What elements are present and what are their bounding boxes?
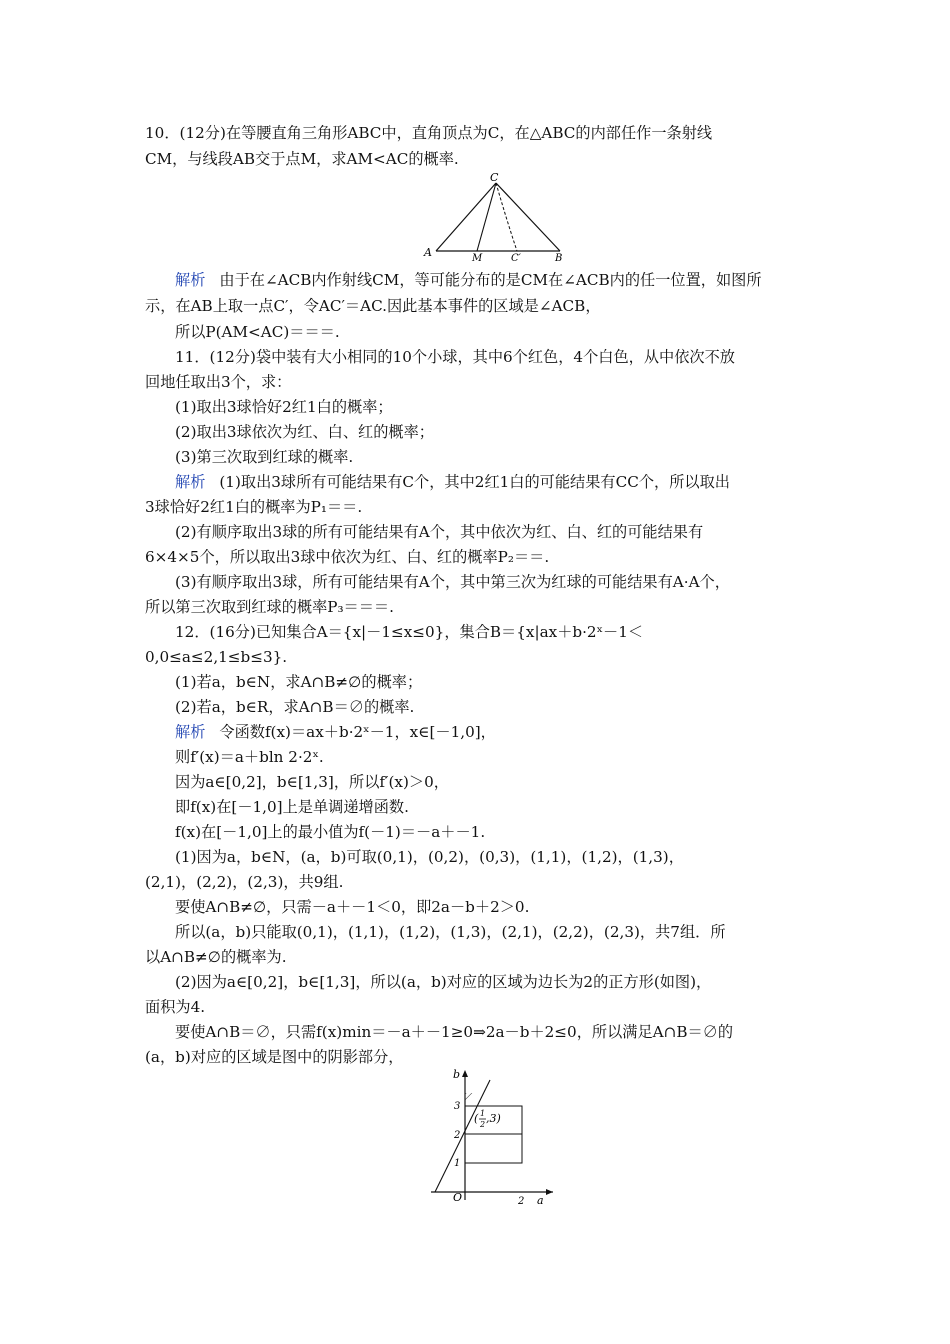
label-m: M (472, 253, 483, 264)
text-line: f(x)在[－1,0]上的最小值为f(－1)＝－a＋－1. (175, 823, 486, 841)
text-line: 要使A∩B≠∅，只需－a＋－1＜0，即2a－b＋2＞0. (175, 898, 530, 916)
text-line: (3)有顺序取出3球，所有可能结果有A个，其中第三次为红球的可能结果有A·A个， (175, 573, 730, 591)
text-line: 因为a∈[0,2]，b∈[1,3]，所以f′(x)＞0， (175, 773, 449, 791)
label-c: C (490, 171, 499, 184)
region-figure (425, 1066, 560, 1206)
text-line: 解析 由于在∠ACB内作射线CM，等可能分布的是CM在∠ACB内的任一位置，如图所 (175, 271, 762, 289)
text-line: 即f(x)在[－1,0]上是单调递增函数. (175, 798, 409, 816)
triangle-figure (420, 168, 580, 264)
label-a: A (424, 246, 432, 259)
text-line: 11．(12分)袋中装有大小相同的10个小球，其中6个红色，4个白色，从中依次不放 (175, 348, 735, 366)
text-line: (1)因为a，b∈N，(a，b)可取(0,1)，(0,2)，(0,3)，(1,1)，(1,2)，(1,3)， (175, 848, 684, 866)
text-line: 面积为4. (145, 998, 206, 1016)
text-line: 回地任取出3个，求： (145, 373, 292, 391)
text-line: 则f′(x)＝a＋bln 2·2ˣ. (175, 748, 324, 766)
text-line: 要使A∩B＝∅，只需f(x)min＝－a＋－1≥0⇒2a－b＋2≤0，所以满足A∩B＝∅的 (175, 1023, 734, 1041)
point-label-open: ( (474, 1112, 479, 1125)
solution-label: 解析 (175, 723, 206, 741)
text-line: 示，在AB上取一点C′，令AC′＝AC.因此基本事件的区域是∠ACB， (145, 297, 601, 315)
text-line: 解析 (1)取出3球所有可能结果有C个，其中2红1白的可能结果有CC个，所以取出 (175, 473, 730, 491)
axis-b-label: b (453, 1068, 461, 1081)
text-line: 所以第三次取到红球的概率P₃＝＝＝. (145, 598, 394, 616)
origin-label: O (453, 1191, 463, 1204)
tick-2: 2 (454, 1130, 461, 1141)
text-line: 所以P(AM<AC)＝＝＝. (175, 323, 340, 341)
tick-1: 1 (454, 1158, 461, 1169)
text-line: 0,0≤a≤2,1≤b≤3}. (145, 648, 288, 666)
text-line: (2)有顺序取出3球的所有可能结果有A个，其中依次为红、白、红的可能结果有 (175, 523, 704, 541)
solution-label: 解析 (175, 473, 206, 491)
point-label-den: 2 (480, 1120, 486, 1129)
text-line: 解析 令函数f(x)＝ax＋b·2ˣ－1，x∈[－1,0]， (175, 723, 496, 741)
text-line: (2)因为a∈[0,2]，b∈[1,3]，所以(a，b)对应的区域为边长为2的正方形(如图)， (175, 973, 712, 991)
text-line: 12．(16分)已知集合A＝{x|－1≤x≤0}，集合B＝{x|ax＋b·2ˣ－1＜ (175, 623, 644, 641)
tick-a-2: 2 (518, 1196, 525, 1206)
text-line: (a，b)对应的区域是图中的阴影部分， (145, 1048, 404, 1066)
text-line: (3)第三次取到红球的概率. (175, 448, 354, 466)
point-label-num: 1 (480, 1109, 486, 1118)
text-line: (2)若a，b∈R，求A∩B＝∅的概率. (175, 698, 415, 716)
text-line: (1)若a，b∈N，求A∩B≠∅的概率； (175, 673, 423, 691)
text-line: 所以(a，b)只能取(0,1)，(1,1)，(1,2)，(1,3)，(2,1)，(2,2)，(2,3)，共7组．所 (175, 923, 726, 941)
tick-3: 3 (454, 1101, 461, 1112)
text-line: 以A∩B≠∅的概率为. (145, 948, 287, 966)
point-label-rest: ,3) (486, 1112, 501, 1125)
shaded-region (465, 1093, 475, 1104)
text-line: (1)取出3球恰好2红1白的概率； (175, 398, 393, 416)
text-line: 3球恰好2红1白的概率为P₁＝＝. (145, 498, 363, 516)
text-line: (2)取出3球依次为红、白、红的概率； (175, 423, 434, 441)
solution-label: 解析 (175, 271, 206, 289)
label-b: B (555, 253, 563, 264)
label-c-prime: C′ (511, 253, 521, 264)
text-line: CM，与线段AB交于点M，求AM<AC的概率. (145, 150, 459, 168)
text-line: 6×4×5个，所以取出3球中依次为红、白、红的概率P₂＝＝. (145, 548, 550, 566)
text-line: 10．(12分)在等腰直角三角形ABC中，直角顶点为C，在△ABC的内部任作一条射线 (145, 124, 713, 142)
axis-a-label: a (537, 1194, 544, 1206)
text-line: (2,1)，(2,2)，(2,3)，共9组. (145, 873, 344, 891)
